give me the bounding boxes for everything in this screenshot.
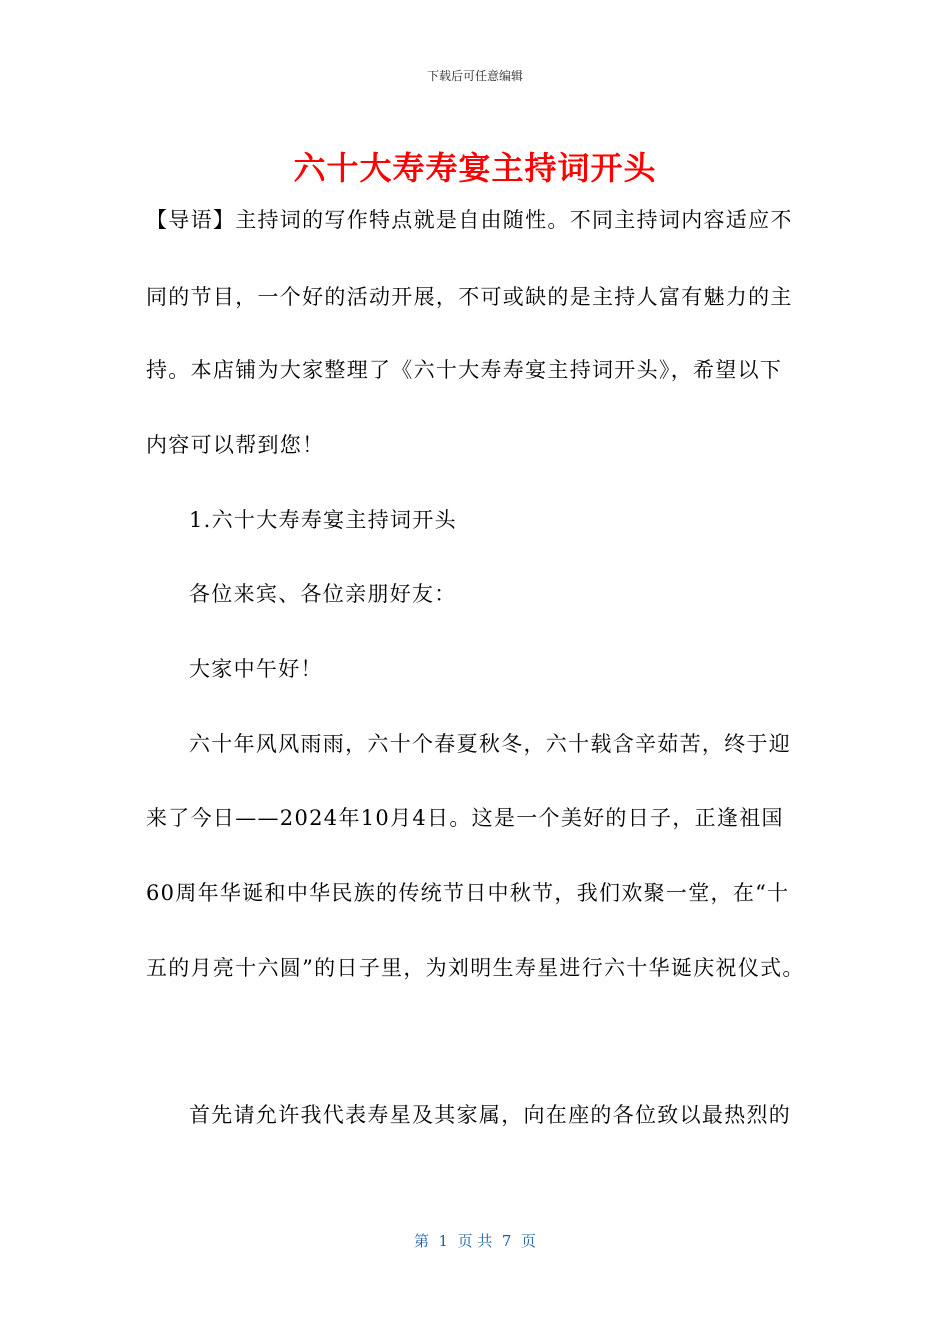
paragraph-line: 大家中午好！ [189, 657, 323, 681]
header-note: 下载后可任意编辑 [426, 69, 523, 83]
document-title: 六十大寿寿宴主持词开头 [293, 149, 657, 187]
paragraph-line: 各位来宾、各位亲朋好友： [189, 582, 457, 606]
paragraph-line: 【导语】主持词的写作特点就是自由随性。不同主持词内容适应不 [146, 208, 793, 232]
page-number-footer: 第 1 页 共 7 页 [414, 1232, 536, 1250]
paragraph-line: 内容可以帮到您！ [146, 433, 325, 457]
paragraph-line: 首先请允许我代表寿星及其家属，向在座的各位致以最热烈的 [189, 1103, 792, 1127]
paragraph-line: 来了今日——2024年10月4日。这是一个美好的日子，正逢祖国 [146, 806, 784, 830]
section-heading: 1.六十大寿寿宴主持词开头 [189, 508, 457, 532]
paragraph-line: 六十年风风雨雨，六十个春夏秋冬，六十载含辛茹苦，终于迎 [189, 732, 792, 756]
paragraph-line: 60周年华诞和中华民族的传统节日中秋节，我们欢聚一堂，在“十 [146, 881, 790, 905]
paragraph-line: 五的月亮十六圆”的日子里，为刘明生寿星进行六十华诞庆祝仪式。 [146, 956, 805, 980]
paragraph-line: 持。本店铺为大家整理了《六十大寿寿宴主持词开头》，希望以下 [146, 358, 783, 382]
paragraph-line: 同的节目，一个好的活动开展，不可或缺的是主持人富有魅力的主 [146, 285, 793, 309]
